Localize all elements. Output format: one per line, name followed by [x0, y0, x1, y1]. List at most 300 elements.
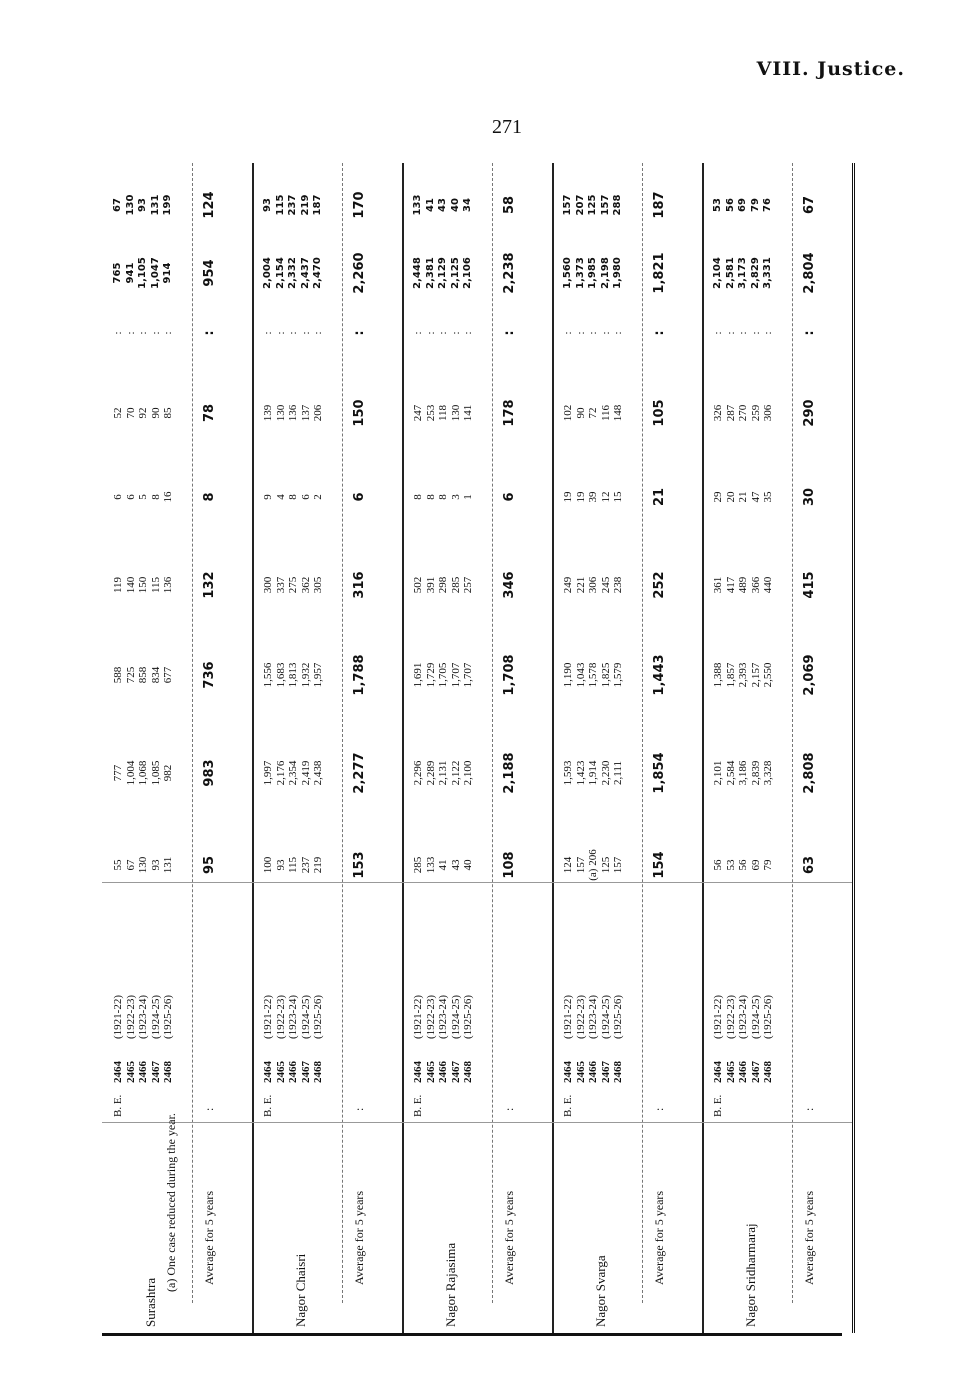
value-column: [112, 738, 175, 808]
year-code: 2465: [574, 1061, 587, 1083]
value-column: [262, 830, 325, 900]
table-cell: 93: [262, 198, 273, 212]
table-cell: :: [612, 331, 624, 335]
value-column: [412, 738, 475, 808]
table-cell: 9: [262, 494, 274, 500]
value-column: [412, 550, 475, 620]
district-group: [402, 163, 554, 1333]
table-cell: 2,332: [287, 257, 298, 289]
table-cell: 2,381: [424, 257, 436, 289]
table-cell: 2,470: [312, 257, 323, 289]
year-row: [112, 877, 125, 1117]
table-cell: 275: [287, 576, 299, 594]
table-cell: :: [112, 331, 124, 335]
table-cell: 133: [424, 856, 437, 874]
year-period: (1925-26): [462, 995, 474, 1039]
table-cell: :: [587, 331, 599, 335]
table-cell: 2,550: [762, 662, 774, 688]
table-cell: 52: [112, 407, 124, 419]
table-cell: 249: [562, 576, 574, 594]
value-column: [262, 550, 325, 620]
year-code: 2468: [762, 1061, 774, 1083]
table-cell: 131: [149, 194, 161, 216]
table-cell: 941: [124, 262, 136, 284]
year-be: B. E.: [262, 1094, 274, 1117]
column-divider: [252, 882, 402, 883]
table-cell: 2,839: [749, 760, 762, 786]
column-divider: [402, 882, 552, 883]
table-cell: 2,438: [312, 760, 324, 786]
table-cell: 35: [762, 491, 774, 503]
year-be: B. E.: [562, 1094, 574, 1117]
average-value: :: [352, 330, 367, 336]
table-cell: 914: [162, 262, 173, 284]
table-cell: 2,419: [299, 760, 312, 786]
table-cell: 140: [124, 576, 137, 594]
table-cell: 8: [424, 494, 437, 500]
year-row: [437, 877, 450, 1117]
table-cell: 70: [124, 407, 137, 419]
table-cell: 8: [149, 494, 162, 500]
average-value: 124: [202, 191, 217, 219]
average-value: 2,804: [802, 252, 817, 294]
average-label-text: Average for 5 years: [652, 1190, 666, 1285]
table-cell: 69: [749, 859, 762, 871]
year-row: [575, 877, 588, 1117]
table-body: [102, 163, 842, 1336]
table-cell: :: [124, 331, 137, 335]
table-cell: 90: [149, 407, 162, 419]
average-label-dots: :: [352, 1107, 366, 1111]
average-value: 316: [352, 571, 367, 599]
year-row: [162, 877, 175, 1117]
average-label: [652, 905, 667, 1285]
table-cell: 834: [149, 666, 162, 684]
table-cell: 130: [449, 404, 462, 422]
table-cell: 133: [412, 194, 423, 216]
table-cell: 1,980: [612, 257, 623, 289]
average-rule: [642, 163, 643, 1303]
average-value: 2,238: [502, 252, 517, 294]
table-cell: 1,825: [599, 662, 612, 688]
average-value: 2,188: [502, 752, 517, 794]
table-cell: 391: [424, 576, 437, 594]
value-column: [712, 170, 775, 240]
table-cell: 2,448: [412, 257, 423, 289]
column-divider: [552, 1122, 702, 1123]
table-cell: :: [137, 331, 149, 335]
year-code: 2468: [612, 1061, 624, 1083]
year-period: (1924-25): [299, 995, 312, 1039]
year-row: [125, 877, 138, 1117]
table-cell: 288: [612, 194, 623, 216]
table-cell: 2,106: [462, 257, 473, 289]
table-cell: 2,296: [412, 760, 424, 786]
table-cell: 725: [124, 666, 137, 684]
year-period: (1921-22): [562, 995, 574, 1039]
value-column: [412, 298, 475, 368]
table-cell: 2,437: [299, 257, 311, 289]
column-divider: [552, 882, 702, 883]
value-column: [562, 640, 625, 710]
table-cell: :: [712, 331, 724, 335]
year-row: [300, 877, 313, 1117]
year-list: [712, 877, 775, 1117]
average-value: 132: [202, 571, 217, 599]
average-value: 2,277: [352, 752, 367, 794]
value-column: [412, 640, 475, 710]
table-cell: 102: [562, 404, 574, 422]
year-period: (1922-23): [724, 995, 737, 1039]
table-cell: 300: [262, 576, 274, 594]
justice-table: [102, 166, 842, 1336]
year-row: [762, 877, 775, 1117]
year-code: 2468: [162, 1061, 174, 1083]
year-row: [712, 877, 725, 1117]
year-period: (1923-24): [737, 995, 749, 1039]
table-cell: :: [274, 331, 287, 335]
average-rule: [192, 163, 193, 1303]
value-column: [262, 298, 325, 368]
average-rule: [792, 163, 793, 1303]
table-cell: 765: [112, 262, 123, 284]
year-code: 2467: [749, 1061, 762, 1083]
table-cell: 1,932: [299, 662, 312, 688]
column-divider: [702, 1122, 852, 1123]
column-divider: [402, 1122, 552, 1123]
year-row: [725, 877, 738, 1117]
year-period: (1921-22): [112, 995, 124, 1039]
average-value: 67: [802, 195, 817, 215]
table-cell: 8: [287, 494, 299, 500]
district-name: Nagor Rajasima: [443, 1242, 458, 1327]
average-value: 150: [352, 399, 367, 427]
table-cell: 221: [574, 576, 587, 594]
table-cell: 137: [299, 404, 312, 422]
average-rule: [342, 163, 343, 1303]
value-column: [712, 462, 775, 532]
average-value: 105: [652, 399, 667, 427]
table-cell: 1,556: [262, 662, 274, 688]
value-column: [112, 238, 175, 308]
table-cell: 238: [612, 576, 624, 594]
table-cell: 130: [274, 404, 287, 422]
table-cell: 677: [162, 666, 174, 684]
table-cell: 2,125: [449, 257, 461, 289]
value-column: [712, 298, 775, 368]
table-cell: 237: [287, 194, 298, 216]
table-cell: 298: [437, 576, 449, 594]
table-cell: 1,578: [587, 662, 599, 688]
average-value: :: [802, 330, 817, 336]
table-cell: 43: [437, 198, 448, 212]
average-value: 1,821: [652, 252, 667, 294]
table-cell: 67: [112, 198, 123, 212]
table-cell: 150: [137, 576, 149, 594]
table-cell: 2,354: [287, 760, 299, 786]
year-code: 2466: [587, 1061, 599, 1083]
table-cell: 306: [587, 576, 599, 594]
table-cell: 5: [137, 494, 149, 500]
year-code: 2464: [562, 1061, 574, 1083]
table-cell: 777: [112, 764, 124, 782]
average-value: 108: [502, 851, 517, 879]
table-cell: 116: [599, 404, 612, 422]
year-list: [412, 877, 475, 1117]
table-cell: 115: [287, 856, 299, 874]
year-period: (1923-24): [287, 995, 299, 1039]
table-cell: 56: [724, 198, 736, 212]
section-title: VIII. Justice.: [756, 58, 905, 80]
year-row: [562, 877, 575, 1117]
table-cell: 3,328: [762, 760, 774, 786]
value-column: [262, 378, 325, 448]
average-value: 983: [202, 759, 217, 787]
column-divider: [702, 882, 852, 883]
table-cell: 53: [712, 198, 723, 212]
table-cell: 79: [749, 198, 761, 212]
table-cell: :: [262, 331, 274, 335]
table-cell: 92: [137, 407, 149, 419]
average-value: 30: [802, 487, 817, 507]
year-period: (1923-24): [437, 995, 449, 1039]
average-value: :: [502, 330, 517, 336]
table-cell: 69: [737, 198, 748, 212]
table-cell: 337: [274, 576, 287, 594]
average-label-text: Average for 5 years: [352, 1190, 366, 1285]
table-cell: 237: [299, 856, 312, 874]
table-cell: 285: [449, 576, 462, 594]
table-cell: 19: [562, 491, 574, 503]
year-row: [737, 877, 750, 1117]
table-cell: 15: [612, 491, 624, 503]
year-period: (1924-25): [749, 995, 762, 1039]
table-cell: :: [437, 331, 449, 335]
table-cell: 361: [712, 576, 724, 594]
table-cell: 417: [724, 576, 737, 594]
value-column: [112, 640, 175, 710]
table-cell: 1,683: [274, 662, 287, 688]
table-cell: 1,707: [462, 662, 474, 688]
value-column: [712, 550, 775, 620]
average-value: 21: [652, 487, 667, 507]
average-label-text: Average for 5 years: [502, 1190, 516, 1285]
average-value: 415: [802, 571, 817, 599]
table-cell: 43: [449, 859, 462, 871]
table-cell: 20: [724, 491, 737, 503]
table-cell: 1,190: [562, 662, 574, 688]
table-cell: 93: [137, 198, 148, 212]
value-column: [712, 640, 775, 710]
table-cell: 115: [274, 194, 286, 216]
average-value: :: [202, 330, 217, 336]
table-cell: 2,584: [724, 760, 737, 786]
value-column: [562, 462, 625, 532]
table-cell: 136: [162, 576, 174, 594]
table-cell: 285: [412, 856, 424, 874]
table-cell: 90: [574, 407, 587, 419]
table-cell: 1,579: [612, 662, 624, 688]
average-label: [802, 905, 817, 1285]
average-value: 78: [202, 403, 217, 423]
table-cell: 207: [574, 194, 586, 216]
footnote: (a) One case reduced during the year.: [164, 1113, 178, 1292]
year-period: (1922-23): [574, 995, 587, 1039]
table-cell: :: [299, 331, 312, 335]
average-value: 2,069: [802, 654, 817, 696]
table-cell: 1,957: [312, 662, 324, 688]
year-code: 2465: [724, 1061, 737, 1083]
year-code: 2466: [737, 1061, 749, 1083]
table-cell: 306: [762, 404, 774, 422]
year-code: 2467: [449, 1061, 462, 1083]
year-period: (1922-23): [124, 995, 137, 1039]
table-cell: :: [562, 331, 574, 335]
table-cell: 1,813: [287, 662, 299, 688]
table-cell: 366: [749, 576, 762, 594]
table-cell: 139: [262, 404, 274, 422]
year-row: [425, 877, 438, 1117]
average-label-dots: :: [502, 1107, 516, 1111]
table-cell: 41: [424, 198, 436, 212]
table-cell: 118: [437, 404, 449, 422]
value-column: [112, 830, 175, 900]
table-cell: 858: [137, 666, 149, 684]
table-cell: 1,047: [149, 257, 161, 289]
year-period: (1924-25): [599, 995, 612, 1039]
average-value: 954: [202, 259, 217, 287]
value-column: [262, 462, 325, 532]
table-cell: 93: [274, 859, 287, 871]
table-cell: 2,129: [437, 257, 448, 289]
table-cell: 41: [437, 859, 449, 871]
average-label-text: Average for 5 years: [802, 1190, 816, 1285]
year-code: 2466: [437, 1061, 449, 1083]
table-cell: 1,560: [562, 257, 573, 289]
table-cell: 287: [724, 404, 737, 422]
value-column: [562, 298, 625, 368]
table-cell: 72: [587, 407, 599, 419]
table-cell: 100: [262, 856, 274, 874]
value-column: [562, 238, 625, 308]
district-name: Surashtra: [143, 1277, 158, 1327]
year-row: [587, 877, 600, 1117]
average-value: 58: [502, 195, 517, 215]
year-row: [612, 877, 625, 1117]
table-cell: 56: [737, 859, 749, 871]
year-list: [562, 877, 625, 1117]
value-column: [562, 378, 625, 448]
column-divider: [252, 1122, 402, 1123]
year-period: (1922-23): [274, 995, 287, 1039]
year-code: 2464: [262, 1061, 274, 1083]
table-cell: 124: [562, 856, 574, 874]
year-code: 2467: [149, 1061, 162, 1083]
table-cell: 1,985: [587, 257, 598, 289]
table-cell: 6: [112, 494, 124, 500]
table-cell: 56: [712, 859, 724, 871]
average-rule: [492, 163, 493, 1303]
table-cell: 125: [587, 194, 598, 216]
average-value: 736: [202, 661, 217, 689]
table-cell: 119: [112, 576, 124, 594]
table-cell: 2,289: [424, 760, 437, 786]
table-cell: 3,173: [737, 257, 748, 289]
table-cell: 2,198: [599, 257, 611, 289]
year-row: [150, 877, 163, 1117]
table-cell: 6: [124, 494, 137, 500]
year-row: [262, 877, 275, 1117]
table-cell: 2,122: [449, 760, 462, 786]
table-cell: :: [462, 331, 474, 335]
district-group: [252, 163, 404, 1333]
table-cell: :: [312, 331, 324, 335]
value-column: [412, 238, 475, 308]
average-label: [502, 905, 517, 1285]
average-value: 95: [202, 855, 217, 875]
table-cell: 2,230: [599, 760, 612, 786]
table-cell: 440: [762, 576, 774, 594]
table-cell: 2,100: [462, 760, 474, 786]
table-cell: 305: [312, 576, 324, 594]
year-list: [112, 877, 175, 1117]
table-cell: 85: [162, 407, 174, 419]
column-divider: [102, 882, 252, 883]
average-value: 187: [652, 191, 667, 219]
year-code: 2465: [424, 1061, 437, 1083]
average-value: 178: [502, 399, 517, 427]
district-name: Nagor Svarga: [593, 1255, 608, 1327]
table-cell: :: [749, 331, 762, 335]
average-value: 252: [652, 571, 667, 599]
year-period: (1925-26): [162, 995, 174, 1039]
table-cell: 1,705: [437, 662, 449, 688]
table-cell: :: [599, 331, 612, 335]
table-cell: 157: [574, 856, 587, 874]
table-cell: 2,581: [724, 257, 736, 289]
year-code: 2465: [124, 1061, 137, 1083]
average-value: 153: [352, 851, 367, 879]
table-cell: 1,914: [587, 760, 599, 786]
year-code: 2464: [412, 1061, 424, 1083]
table-cell: :: [762, 331, 774, 335]
year-period: (1925-26): [612, 995, 624, 1039]
table-cell: 12: [599, 491, 612, 503]
year-period: (1924-25): [449, 995, 462, 1039]
table-cell: 1,373: [574, 257, 586, 289]
value-column: [262, 238, 325, 308]
table-cell: 1,857: [724, 662, 737, 688]
average-label: [202, 905, 217, 1285]
table-cell: 2,104: [712, 257, 723, 289]
value-column: [112, 298, 175, 368]
table-cell: 1,997: [262, 760, 274, 786]
year-period: (1921-22): [712, 995, 724, 1039]
table-cell: :: [424, 331, 437, 335]
table-cell: 8: [412, 494, 424, 500]
table-cell: 115: [149, 576, 162, 594]
table-cell: 362: [299, 576, 312, 594]
table-cell: 6: [299, 494, 312, 500]
table-cell: 157: [599, 194, 611, 216]
table-cell: 245: [599, 576, 612, 594]
table-cell: 40: [449, 198, 461, 212]
year-period: (1925-26): [762, 995, 774, 1039]
year-period: (1921-22): [262, 995, 274, 1039]
value-column: [712, 738, 775, 808]
year-row: [312, 877, 325, 1117]
table-cell: 3,186: [737, 760, 749, 786]
